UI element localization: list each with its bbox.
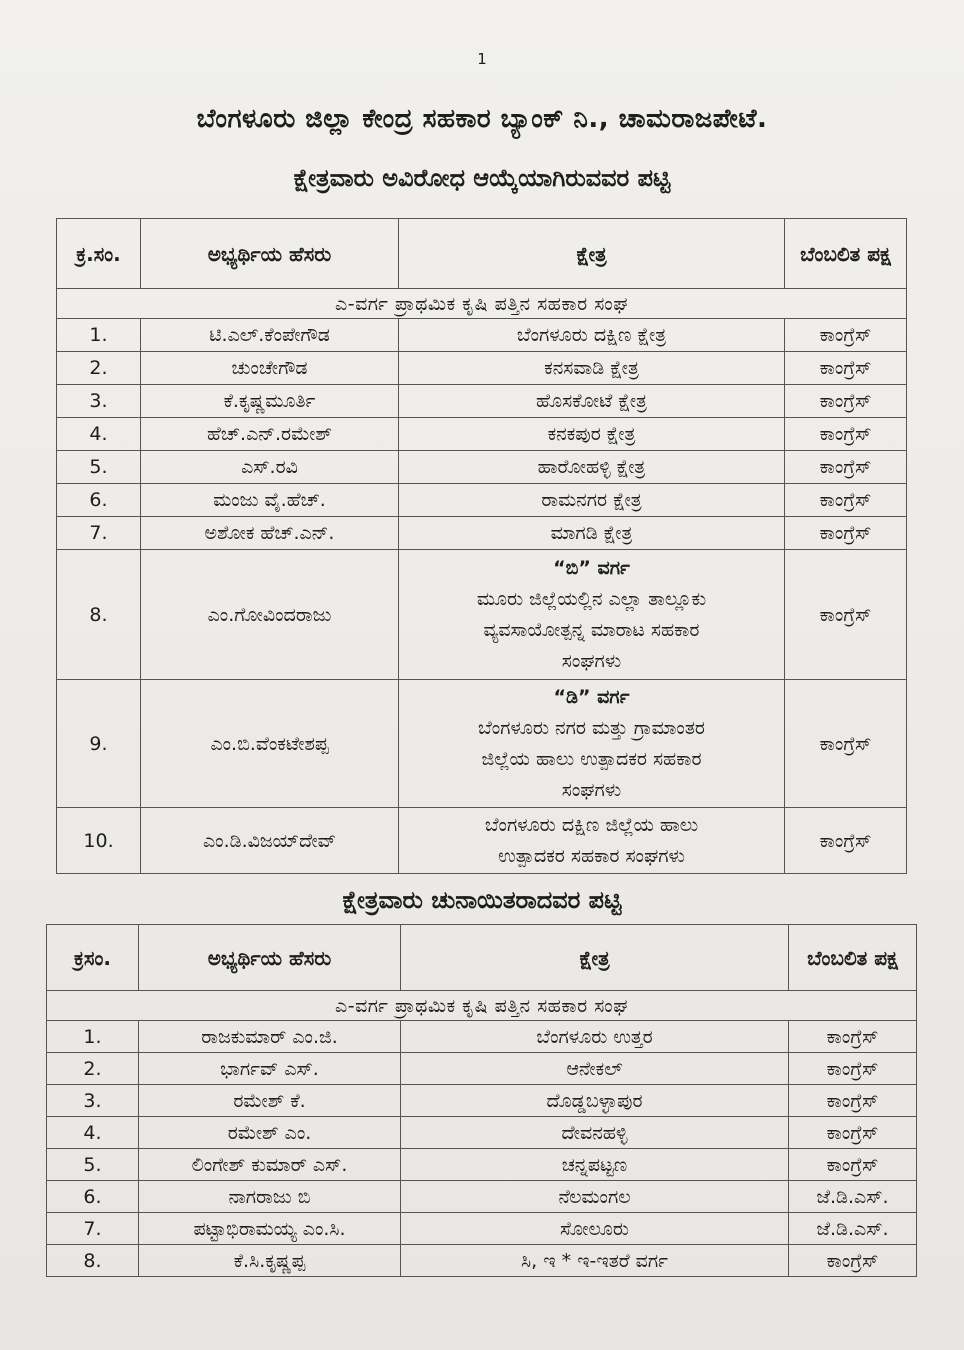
constituency-line: ಜಿಲ್ಲೆಯ ಹಾಲು ಉತ್ಪಾದಕರ ಸಹಕಾರ	[481, 747, 702, 770]
cell-name: ಚುಂಚೇಗೌಡ	[141, 352, 399, 385]
page-number: 1	[477, 50, 487, 68]
col-header-party: ಬೆಂಬಲಿತ ಪಕ್ಷ	[785, 219, 907, 289]
cell-party: ಕಾಂಗ್ರೆಸ್	[789, 1117, 917, 1149]
table-header-row	[47, 925, 917, 991]
col-header-sl: ಕ್ರ.ಸಂ.	[57, 219, 141, 289]
cell-sl: 4.	[57, 418, 141, 451]
cell-name: ನಾಗರಾಜು ಬಿ	[139, 1181, 401, 1213]
table-row	[57, 808, 907, 874]
cell-party: ಕಾಂಗ್ರೆಸ್	[785, 418, 907, 451]
cell-constituency: ಮಾಗಡಿ ಕ್ಷೇತ್ರ	[399, 517, 785, 550]
cell-sl: 3.	[47, 1085, 139, 1117]
cell-constituency: ಸೋಲೂರು	[401, 1213, 789, 1245]
cell-party: ಜೆ.ಡಿ.ಎಸ್.	[789, 1213, 917, 1245]
cell-name: ಎಂ.ಬಿ.ವೆಂಕಟೇಶಪ್ಪ	[141, 680, 399, 808]
cell-name: ಎಂ.ಗೋವಿಂದರಾಜು	[141, 550, 399, 680]
cell-constituency: ಚನ್ನಪಟ್ಟಣ	[401, 1149, 789, 1181]
cell-sl: 5.	[47, 1149, 139, 1181]
cell-party: ಕಾಂಗ್ರೆಸ್	[785, 517, 907, 550]
cell-constituency: ಬೆಂಗಳೂರು ಉತ್ತರ	[401, 1021, 789, 1053]
cell-party: ಕಾಂಗ್ರೆಸ್	[785, 319, 907, 352]
cell-sl: 2.	[57, 352, 141, 385]
cell-name: ಮಂಜು ವೈ.ಹೆಚ್.	[141, 484, 399, 517]
cell-name: ರಾಜಕುಮಾರ್ ಎಂ.ಜಿ.	[139, 1021, 401, 1053]
cell-name: ಎಸ್.ರವಿ	[141, 451, 399, 484]
cell-party: ಜೆ.ಡಿ.ಎಸ್.	[789, 1181, 917, 1213]
unopposed-rows	[57, 319, 907, 550]
constituency-line: ಉತ್ಪಾದಕರ ಸಹಕಾರ ಸಂಘಗಳು	[498, 844, 685, 867]
constituency-line: ಮೂರು ಜಿಲ್ಲೆಯಲ್ಲಿನ ಎಲ್ಲಾ ತಾಲ್ಲೂಕು	[476, 587, 707, 610]
table-row	[47, 1053, 917, 1085]
cell-sl: 6.	[47, 1181, 139, 1213]
cell-sl: 1.	[47, 1021, 139, 1053]
cell-sl: 4.	[47, 1117, 139, 1149]
col-header-constituency: ಕ್ಷೇತ್ರ	[399, 219, 785, 289]
cell-constituency: ನೆಲಮಂಗಲ	[401, 1181, 789, 1213]
cell-constituency: ಬೆಂಗಳೂರು ದಕ್ಷಿಣ ಕ್ಷೇತ್ರ	[399, 319, 785, 352]
cell-party: ಕಾಂಗ್ರೆಸ್	[785, 451, 907, 484]
constituency-line: ಸಂಘಗಳು	[561, 778, 622, 801]
cell-sl: 1.	[57, 319, 141, 352]
cell-party: ಕಾಂಗ್ರೆಸ್	[785, 550, 907, 680]
group-label: ಎ-ವರ್ಗ ಪ್ರಾಥಮಿಕ ಕೃಷಿ ಪತ್ತಿನ ಸಹಕಾರ ಸಂಘ	[47, 991, 917, 1021]
unopposed-heading: ಕ್ಷೇತ್ರವಾರು ಅವಿರೋಧ ಆಯ್ಕೆಯಾಗಿರುವವರ ಪಟ್ಟಿ	[293, 164, 671, 192]
cell-party: ಕಾಂಗ್ರೆಸ್	[789, 1245, 917, 1277]
cell-party: ಕಾಂಗ್ರೆಸ್	[789, 1021, 917, 1053]
cell-sl: 5.	[57, 451, 141, 484]
cell-party: ಕಾಂಗ್ರೆಸ್	[785, 808, 907, 874]
constituency-line: ಸಂಘಗಳು	[561, 649, 622, 672]
cell-sl: 7.	[47, 1213, 139, 1245]
cell-constituency: ಸಿ, ಇ * ಇ-ಇತರೆ ವರ್ಗ	[401, 1245, 789, 1277]
cell-sl: 8.	[47, 1245, 139, 1277]
elected-table	[46, 924, 917, 1277]
table-row	[57, 451, 907, 484]
table-row	[57, 385, 907, 418]
table-header-row	[57, 219, 907, 289]
cell-name: ರಮೇಶ್ ಎಂ.	[139, 1117, 401, 1149]
table-row	[57, 484, 907, 517]
col-header-name: ಅಭ್ಯರ್ಥಿಯ ಹೆಸರು	[141, 219, 399, 289]
cell-name: ಲಿಂಗೇಶ್ ಕುಮಾರ್ ಎಸ್.	[139, 1149, 401, 1181]
cell-name: ರಮೇಶ್ ಕೆ.	[139, 1085, 401, 1117]
table-row	[47, 1213, 917, 1245]
cell-constituency: ರಾಮನಗರ ಕ್ಷೇತ್ರ	[399, 484, 785, 517]
cell-party: ಕಾಂಗ್ರೆಸ್	[789, 1053, 917, 1085]
cell-name: ಭಾರ್ಗವ್ ಎಸ್.	[139, 1053, 401, 1085]
cell-constituency: ಕನಕಪುರ ಕ್ಷೇತ್ರ	[399, 418, 785, 451]
table-row	[57, 550, 907, 680]
cell-constituency: ಕನಸವಾಡಿ ಕ್ಷೇತ್ರ	[399, 352, 785, 385]
group-row	[57, 289, 907, 319]
cell-sl: 2.	[47, 1053, 139, 1085]
cell-constituency: ಹೊಸಕೋಟೆ ಕ್ಷೇತ್ರ	[399, 385, 785, 418]
table-row	[47, 1085, 917, 1117]
table-row	[57, 680, 907, 808]
cell-constituency: ದೊಡ್ಡಬಳ್ಳಾಪುರ	[401, 1085, 789, 1117]
table-row	[47, 1181, 917, 1213]
col-header-constituency: ಕ್ಷೇತ್ರ	[401, 925, 789, 991]
elected-heading: ಕ್ಷೇತ್ರವಾರು ಚುನಾಯಿತರಾದವರ ಪಟ್ಟಿ	[342, 886, 622, 914]
cell-sl: 6.	[57, 484, 141, 517]
table-row	[57, 418, 907, 451]
document-title: ಬೆಂಗಳೂರು ಜಿಲ್ಲಾ ಕೇಂದ್ರ ಸಹಕಾರ ಬ್ಯಾಂಕ್ ನಿ., ಚಾಮರಾಜಪೇಟೆ.	[196, 104, 768, 134]
cell-sl: 10.	[57, 808, 141, 874]
cell-constituency: ಹಾರೋಹಳ್ಳಿ ಕ್ಷೇತ್ರ	[399, 451, 785, 484]
group-label: ಎ-ವರ್ಗ ಪ್ರಾಥಮಿಕ ಕೃಷಿ ಪತ್ತಿನ ಸಹಕಾರ ಸಂಘ	[57, 289, 907, 319]
cell-party: ಕಾಂಗ್ರೆಸ್	[785, 680, 907, 808]
unopposed-table	[56, 218, 907, 874]
cell-name: ಟಿ.ಎಲ್.ಕೆಂಪೇಗೌಡ	[141, 319, 399, 352]
category-label: “ಬಿ” ವರ್ಗ	[553, 556, 630, 579]
cell-party: ಕಾಂಗ್ರೆಸ್	[785, 484, 907, 517]
cell-party: ಕಾಂಗ್ರೆಸ್	[785, 385, 907, 418]
category-label: “ಡಿ” ವರ್ಗ	[553, 685, 630, 708]
table-row	[47, 1117, 917, 1149]
table-row	[57, 352, 907, 385]
cell-constituency	[399, 808, 785, 874]
cell-party: ಕಾಂಗ್ರೆಸ್	[789, 1085, 917, 1117]
constituency-line: ಬೆಂಗಳೂರು ದಕ್ಷಿಣ ಜಿಲ್ಲೆಯ ಹಾಲು	[484, 813, 699, 836]
cell-constituency: ದೇವನಹಳ್ಳಿ	[401, 1117, 789, 1149]
cell-name: ಅಶೋಕ ಹೆಚ್.ಎನ್.	[141, 517, 399, 550]
cell-constituency	[399, 680, 785, 808]
cell-constituency	[399, 550, 785, 680]
table-row	[47, 1149, 917, 1181]
cell-party: ಕಾಂಗ್ರೆಸ್	[789, 1149, 917, 1181]
cell-name: ಕೆ.ಕೃಷ್ಣಮೂರ್ತಿ	[141, 385, 399, 418]
elected-rows	[47, 1021, 917, 1277]
col-header-sl: ಕ್ರಸಂ.	[47, 925, 139, 991]
table-row	[57, 517, 907, 550]
cell-sl: 7.	[57, 517, 141, 550]
cell-sl: 8.	[57, 550, 141, 680]
cell-name: ಪಟ್ಟಾಭಿರಾಮಯ್ಯ ಎಂ.ಸಿ.	[139, 1213, 401, 1245]
table-row	[47, 1021, 917, 1053]
group-row	[47, 991, 917, 1021]
cell-party: ಕಾಂಗ್ರೆಸ್	[785, 352, 907, 385]
cell-constituency: ಆನೇಕಲ್	[401, 1053, 789, 1085]
table-row	[57, 319, 907, 352]
constituency-line: ಬೆಂಗಳೂರು ನಗರ ಮತ್ತು ಗ್ರಾಮಾಂತರ	[478, 716, 705, 739]
cell-sl: 9.	[57, 680, 141, 808]
col-header-party: ಬೆಂಬಲಿತ ಪಕ್ಷ	[789, 925, 917, 991]
cell-name: ಹೆಚ್.ಎನ್.ರಮೇಶ್	[141, 418, 399, 451]
cell-name: ಎಂ.ಡಿ.ವಿಜಯ್‌ದೇವ್	[141, 808, 399, 874]
col-header-name: ಅಭ್ಯರ್ಥಿಯ ಹೆಸರು	[139, 925, 401, 991]
table-row	[47, 1245, 917, 1277]
cell-name: ಕೆ.ಸಿ.ಕೃಷ್ಣಪ್ಪ	[139, 1245, 401, 1277]
constituency-line: ವ್ಯವಸಾಯೋತ್ಪನ್ನ ಮಾರಾಟ ಸಹಕಾರ	[483, 618, 700, 641]
cell-sl: 3.	[57, 385, 141, 418]
